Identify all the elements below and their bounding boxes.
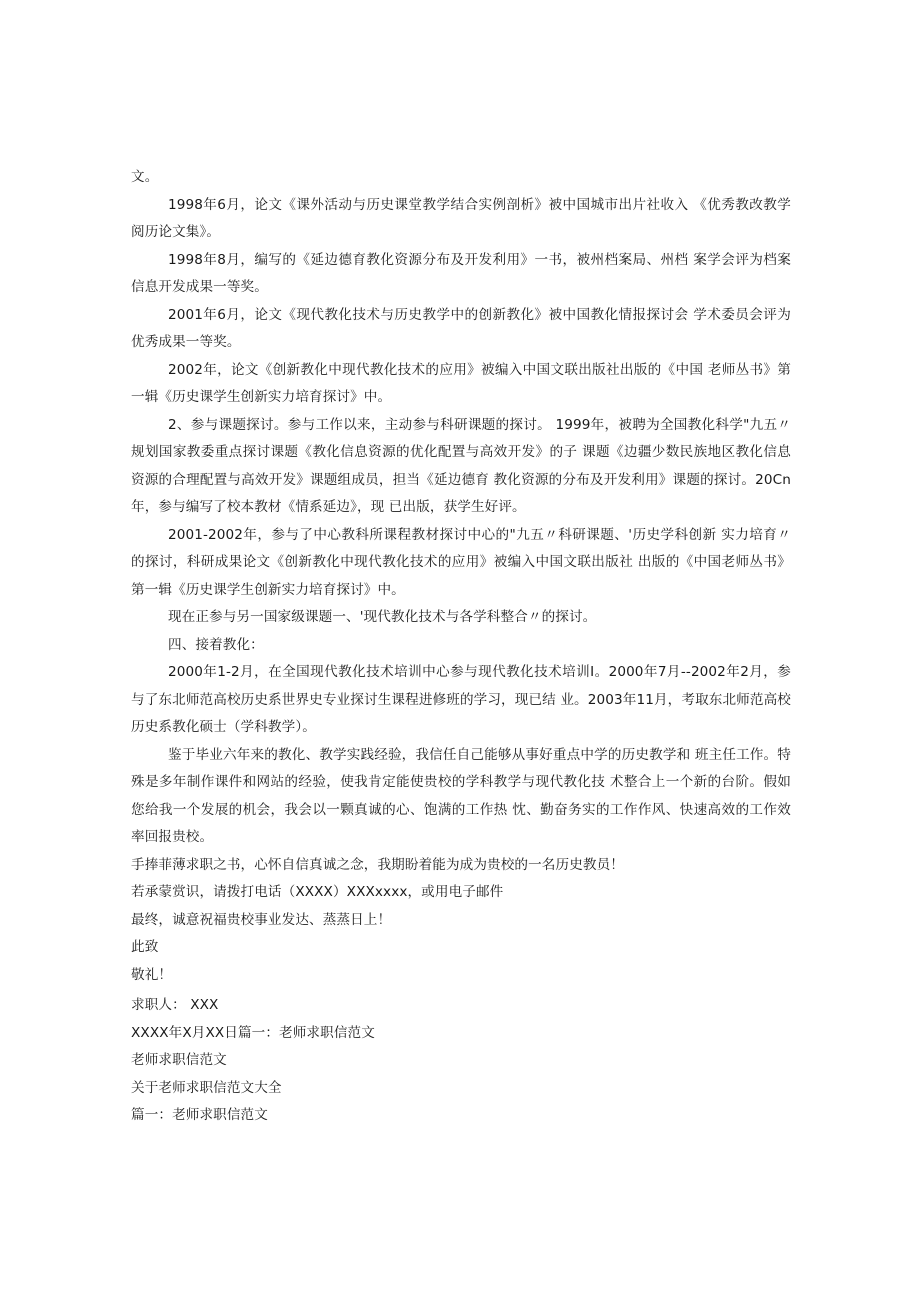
paragraph-1998-august: 1998年8月，编写的《延边德育教化资源分布及开发利用》一书，被州档案局、州档 案学会评为档案信息开发成果一等奖。: [131, 251, 791, 295]
paragraph-fragment: 文。: [131, 169, 159, 185]
paragraph-1998-june: 1998年6月，论文《课外活动与历史课堂教学结合实例剖析》被中国城市出片社收入 《优秀教改教学阅历论文集》。: [131, 196, 791, 240]
section-heading-continuing-education: 四、接着教化：: [168, 636, 264, 653]
salutation-cizhi: 此致: [131, 939, 159, 955]
paragraph-research-topics: 2、参与课题探讨。参与工作以来，主动参与科研课题的探讨。 1999年，被聘为全国教化科学"九五〃规划国家教委重点探讨课题《教化信息资源的优化配置与高效开发》的子 课题《边疆少数民族地区教化信息资源的合理配置与高效开发》课题组成员，担当《延边德育 教化资源的分布及开发利用》课题的探讨。20Cn年，参与编写了校本教材《情系延边》，现 已出版，获学生好评。: [131, 416, 791, 515]
document-body: [131, 164, 791, 1130]
closing-wish: 最终，诚意祝福贵校事业发达、蒸蒸日上！: [131, 911, 392, 928]
contact-line: 若承蒙赏识，请拨打电话（XXXX）XXXxxxx，或用电子邮件: [131, 884, 504, 900]
paragraph-2001-2002: 2001-2002年，参与了中心教科所课程教材探讨中心的"九五〃科研课题、'历史学科创新 实力培育〃的探讨，科研成果论文《创新教化中现代教化技术的应用》被编入中国文联出版社 出版的《中国老师丛书》第一辑《历史课学生创新实力培育探讨》中。: [131, 526, 791, 598]
section-title-collection: 关于老师求职信范文大全: [131, 1079, 282, 1096]
paragraph-self-assessment: 鉴于毕业六年来的教化、教学实践经验，我信任自己能够从事好重点中学的历史教学和 班主任工作。特殊是多年制作课件和网站的经验，使我肯定能使贵校的学科教学与现代教化技 术整合上一个新的台阶。假如您给我一个发展的机会，我会以一颗真诚的心、饱满的工作热 忱、勤奋务实的工作作风、快速高效的工作效率回报贵校。: [131, 746, 791, 845]
paragraph-2001-june: 2001年6月，论文《现代教化技术与历史教学中的创新教化》被中国教化情报探讨会 学术委员会评为优秀成果一等奖。: [131, 306, 791, 350]
salutation-jingli: 敬礼！: [131, 966, 173, 983]
paragraph-2002: 2002年，论文《创新教化中现代教化技术的应用》被编入中国文联出版社出版的《中国 老师丛书》第一辑《历史课学生创新实力培育探讨》中。: [131, 361, 791, 405]
closing-line: 手捧菲薄求职之书，心怀自信真诚之念，我期盼着能为成为贵校的一名历史教员！: [131, 856, 624, 873]
paragraph-current-topic: 现在正参与另一国家级课题一、'现代教化技术与各学科整合〃的探讨。: [168, 609, 597, 625]
section-title-part-one: 篇一：老师求职信范文: [131, 1107, 268, 1123]
paragraph-training: 2000年1-2月，在全国现代教化技术培训中心参与现代教化技术培训I。2000年7月--2002年2月，参与了东北师范高校历史系世界史专业探讨生课程进修班的学习，现已结 业。2003年11月，考取东北师范高校历史系教化硕士（学科教学）。: [131, 664, 791, 735]
signoff-block: [131, 992, 791, 1130]
applicant-name: 求职人： XXX: [131, 997, 219, 1013]
date-and-next-title: XXXX年X月XX日篇一：老师求职信范文: [131, 1024, 375, 1041]
section-title: 老师求职信范文: [131, 1052, 227, 1068]
